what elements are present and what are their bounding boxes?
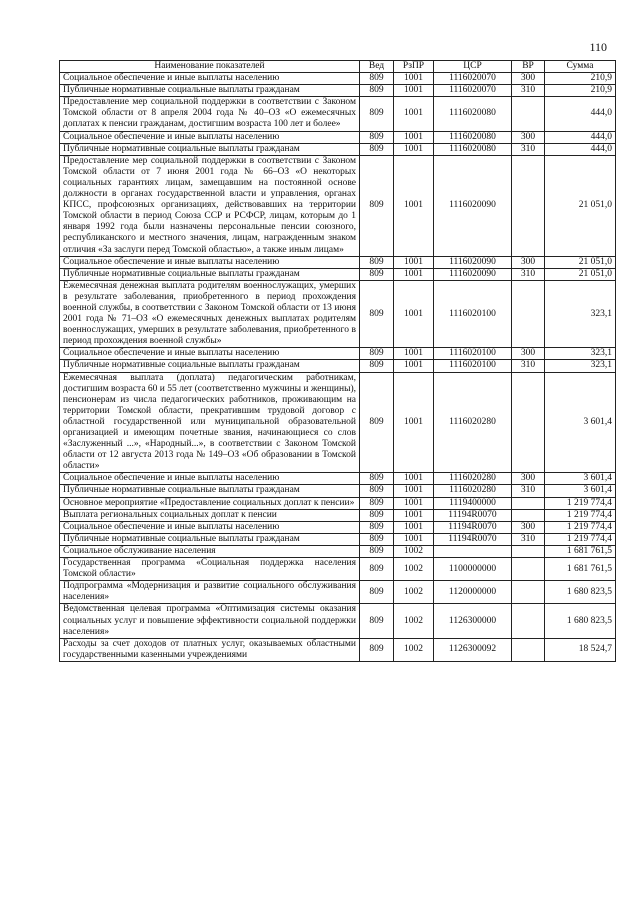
table-row — [60, 545, 616, 557]
row-vr — [512, 558, 545, 581]
row-ved: 809 — [360, 73, 394, 85]
table-row — [60, 509, 616, 521]
table-row — [60, 280, 616, 348]
row-rzpr: 1001 — [394, 348, 434, 360]
table-row — [60, 638, 616, 661]
table-row — [60, 581, 616, 604]
row-vr — [512, 97, 545, 131]
row-rzpr: 1002 — [394, 581, 434, 604]
row-sum: 1 219 774,4 — [545, 533, 616, 545]
row-ved: 809 — [360, 473, 394, 485]
row-vr: 300 — [512, 348, 545, 360]
row-rzpr: 1001 — [394, 97, 434, 131]
row-ved: 809 — [360, 280, 394, 348]
row-ved: 809 — [360, 485, 394, 497]
row-sum: 1 219 774,4 — [545, 497, 616, 509]
row-ved: 809 — [360, 372, 394, 473]
row-ved: 809 — [360, 604, 394, 638]
row-vr: 300 — [512, 131, 545, 143]
row-vr: 300 — [512, 73, 545, 85]
row-ved: 809 — [360, 521, 394, 533]
row-rzpr: 1001 — [394, 521, 434, 533]
row-rzpr: 1001 — [394, 509, 434, 521]
row-sum: 21 051,0 — [545, 268, 616, 280]
table-body — [60, 73, 616, 662]
row-csr: 1116020100 — [434, 280, 512, 348]
row-sum: 210,9 — [545, 73, 616, 85]
row-name: Публичные нормативные социальные выплаты гражданам — [60, 143, 360, 155]
row-rzpr: 1001 — [394, 360, 434, 372]
row-sum: 3 601,4 — [545, 473, 616, 485]
row-name: Публичные нормативные социальные выплаты гражданам — [60, 85, 360, 97]
row-vr — [512, 497, 545, 509]
row-sum: 444,0 — [545, 97, 616, 131]
table-row — [60, 558, 616, 581]
row-sum: 323,1 — [545, 360, 616, 372]
row-rzpr: 1002 — [394, 545, 434, 557]
table-row — [60, 155, 616, 256]
table-row — [60, 497, 616, 509]
row-ved: 809 — [360, 348, 394, 360]
row-rzpr: 1001 — [394, 143, 434, 155]
row-csr: 11194R0070 — [434, 509, 512, 521]
row-ved: 809 — [360, 533, 394, 545]
row-vr — [512, 509, 545, 521]
table-row — [60, 372, 616, 473]
row-name: Публичные нормативные социальные выплаты гражданам — [60, 268, 360, 280]
row-vr: 300 — [512, 473, 545, 485]
budget-table — [59, 60, 616, 662]
row-vr — [512, 545, 545, 557]
row-name: Расходы за счет доходов от платных услуг, оказываемых областными государственными казенными учреждениями — [60, 638, 360, 661]
row-csr: 1126300000 — [434, 604, 512, 638]
row-sum: 323,1 — [545, 348, 616, 360]
row-ved: 809 — [360, 558, 394, 581]
row-csr: 1116020100 — [434, 360, 512, 372]
row-vr: 310 — [512, 85, 545, 97]
row-sum: 21 051,0 — [545, 256, 616, 268]
row-ved: 809 — [360, 581, 394, 604]
row-name: Государственная программа «Социальная поддержка населения Томской области» — [60, 558, 360, 581]
row-name: Социальное обеспечение и иные выплаты населению — [60, 131, 360, 143]
row-csr: 1119400000 — [434, 497, 512, 509]
table-row — [60, 521, 616, 533]
row-name: Подпрограмма «Модернизация и развитие социального обслуживания населения» — [60, 581, 360, 604]
header-rzpr: РзПР — [394, 61, 434, 73]
row-vr: 310 — [512, 268, 545, 280]
row-vr: 310 — [512, 485, 545, 497]
table-row — [60, 485, 616, 497]
row-csr: 1116020100 — [434, 348, 512, 360]
row-csr: 1116020090 — [434, 268, 512, 280]
row-rzpr: 1001 — [394, 268, 434, 280]
row-name: Социальное обеспечение и иные выплаты населению — [60, 521, 360, 533]
row-csr: 1116020070 — [434, 85, 512, 97]
row-ved: 809 — [360, 545, 394, 557]
row-ved: 809 — [360, 360, 394, 372]
table-row — [60, 73, 616, 85]
table-row — [60, 143, 616, 155]
row-csr: 1116020080 — [434, 143, 512, 155]
row-rzpr: 1001 — [394, 155, 434, 256]
header-ved: Вед — [360, 61, 394, 73]
table-row — [60, 85, 616, 97]
row-ved: 809 — [360, 256, 394, 268]
row-csr: 11194R0070 — [434, 533, 512, 545]
row-sum: 444,0 — [545, 131, 616, 143]
row-ved: 809 — [360, 497, 394, 509]
row-ved: 809 — [360, 85, 394, 97]
row-name: Основное мероприятие «Предоставление социальных доплат к пенсии» — [60, 497, 360, 509]
row-name: Ежемесячная денежная выплата родителям военнослужащих, умерших в результате заболевания, приобретенного в период прохождения военной службы, в соответствии с Законом Томской области от 13 июня 2001 года № 71–ОЗ «О ежемесячных денежных выплатах родителям военнослужащих, умерших в результате заболевания, приобретенного в период прохождения военной службы» — [60, 280, 360, 348]
row-csr: 1116020280 — [434, 473, 512, 485]
row-name: Социальное обеспечение и иные выплаты населению — [60, 256, 360, 268]
row-vr — [512, 280, 545, 348]
table-header-row — [60, 61, 616, 73]
row-name: Публичные нормативные социальные выплаты гражданам — [60, 360, 360, 372]
row-sum: 18 524,7 — [545, 638, 616, 661]
row-csr: 1116020280 — [434, 485, 512, 497]
row-name: Социальное обеспечение и иные выплаты населению — [60, 73, 360, 85]
row-rzpr: 1002 — [394, 638, 434, 661]
table-row — [60, 604, 616, 638]
row-csr: 1120000000 — [434, 581, 512, 604]
table-row — [60, 473, 616, 485]
table-row — [60, 533, 616, 545]
row-sum: 444,0 — [545, 143, 616, 155]
row-sum: 3 601,4 — [545, 485, 616, 497]
row-name: Предоставление мер социальной поддержки в соответствии с Законом Томской области от 7 июня 2001 года № 66–ОЗ «О некоторых социальных гарантиях лицам, замещавшим на постоянной основе должности в органах государственной власти и управления, органах КПСС, профсоюзных организациях, действовавших на территории Томской области в период Союза ССР и РСФСР, лицам, которым до 1 января 1992 года были назначены персональные пенсии союзного, республиканского и местного значения, лицам, награжденным знаком отличия «За заслуги перед Томской областью», а также иным лицам» — [60, 155, 360, 256]
table-row — [60, 131, 616, 143]
row-csr: 1126300092 — [434, 638, 512, 661]
row-vr — [512, 372, 545, 473]
row-csr — [434, 545, 512, 557]
row-rzpr: 1001 — [394, 372, 434, 473]
row-vr: 300 — [512, 256, 545, 268]
row-name: Социальное обеспечение и иные выплаты населению — [60, 473, 360, 485]
row-vr: 310 — [512, 533, 545, 545]
row-sum: 1 219 774,4 — [545, 509, 616, 521]
row-vr — [512, 155, 545, 256]
row-sum: 21 051,0 — [545, 155, 616, 256]
row-sum: 1 681 761,5 — [545, 558, 616, 581]
row-csr: 1116020090 — [434, 256, 512, 268]
row-vr — [512, 638, 545, 661]
table-row — [60, 256, 616, 268]
row-csr: 1116020090 — [434, 155, 512, 256]
row-sum: 1 680 823,5 — [545, 581, 616, 604]
row-vr: 300 — [512, 521, 545, 533]
table-row — [60, 97, 616, 131]
row-ved: 809 — [360, 155, 394, 256]
row-csr: 1116020080 — [434, 131, 512, 143]
row-name: Публичные нормативные социальные выплаты гражданам — [60, 485, 360, 497]
row-csr: 1116020280 — [434, 372, 512, 473]
row-ved: 809 — [360, 268, 394, 280]
row-rzpr: 1001 — [394, 473, 434, 485]
row-csr: 1116020070 — [434, 73, 512, 85]
row-csr: 11194R0070 — [434, 521, 512, 533]
row-ved: 809 — [360, 131, 394, 143]
header-sum: Сумма — [545, 61, 616, 73]
row-name: Публичные нормативные социальные выплаты гражданам — [60, 533, 360, 545]
row-rzpr: 1001 — [394, 280, 434, 348]
row-rzpr: 1001 — [394, 85, 434, 97]
row-name: Выплата региональных социальных доплат к пенсии — [60, 509, 360, 521]
table-row — [60, 268, 616, 280]
row-ved: 809 — [360, 509, 394, 521]
row-rzpr: 1002 — [394, 558, 434, 581]
row-sum: 210,9 — [545, 85, 616, 97]
row-name: Социальное обеспечение и иные выплаты населению — [60, 348, 360, 360]
row-sum: 1 681 761,5 — [545, 545, 616, 557]
row-sum: 1 219 774,4 — [545, 521, 616, 533]
row-sum: 323,1 — [545, 280, 616, 348]
row-vr — [512, 604, 545, 638]
row-name: Социальное обслуживание населения — [60, 545, 360, 557]
table-row — [60, 360, 616, 372]
row-vr — [512, 581, 545, 604]
header-name: Наименование показателей — [60, 61, 360, 73]
row-ved: 809 — [360, 638, 394, 661]
row-rzpr: 1001 — [394, 485, 434, 497]
row-csr: 1100000000 — [434, 558, 512, 581]
row-name: Предоставление мер социальной поддержки в соответствии с Законом Томской области от 8 апреля 2004 года № 40–ОЗ «О ежемесячных доплатах к пенсии гражданам, достигшим возраста 100 лет и более» — [60, 97, 360, 131]
header-csr: ЦСР — [434, 61, 512, 73]
row-rzpr: 1001 — [394, 497, 434, 509]
row-sum: 3 601,4 — [545, 372, 616, 473]
row-rzpr: 1001 — [394, 256, 434, 268]
table-row — [60, 348, 616, 360]
row-sum: 1 680 823,5 — [545, 604, 616, 638]
header-vr: ВР — [512, 61, 545, 73]
row-vr: 310 — [512, 143, 545, 155]
page-number: 110 — [589, 40, 607, 54]
row-rzpr: 1001 — [394, 73, 434, 85]
row-rzpr: 1001 — [394, 131, 434, 143]
row-csr: 1116020080 — [434, 97, 512, 131]
row-ved: 809 — [360, 143, 394, 155]
row-vr: 310 — [512, 360, 545, 372]
row-name: Ведомственная целевая программа «Оптимизация системы оказания социальных услуг и повышение эффективности социальной поддержки населения» — [60, 604, 360, 638]
row-rzpr: 1001 — [394, 533, 434, 545]
row-name: Ежемесячная выплата (доплата) педагогическим работникам, достигшим возраста 60 и 55 лет (соответственно мужчины и женщины), пенсионерам из числа педагогических работников, проживающим на территории Томской области, прекратившим трудовой договор с областной государственной или муниципальной образовательной организацией и имеющим почетные звания, начинающиеся со слов «Заслуженный ...», «Народный...», в соответствии с Законом Томской области от 12 августа 2013 года № 149–ОЗ «Об образовании в Томской области» — [60, 372, 360, 473]
row-rzpr: 1002 — [394, 604, 434, 638]
row-ved: 809 — [360, 97, 394, 131]
